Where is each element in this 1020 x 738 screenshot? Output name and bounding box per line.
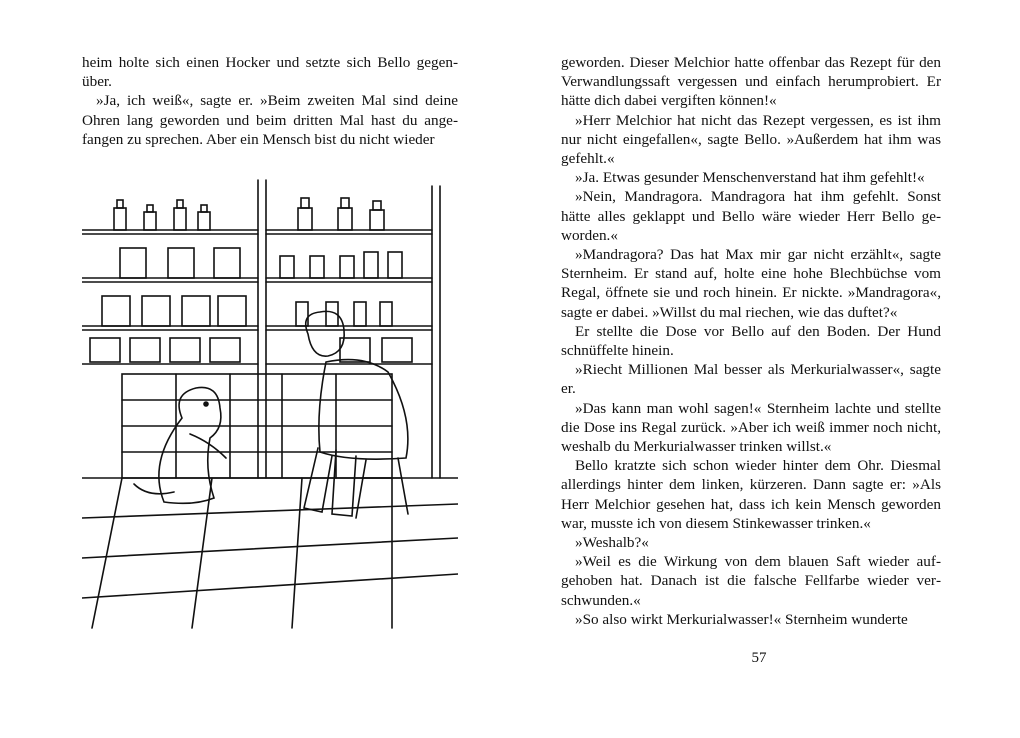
paragraph: heim holte sich einen Hocker und setzte sich Bello gegenüber.	[82, 54, 458, 91]
paragraph: »Herr Melchior hat nicht das Rezept vergessen, es ist ihm nur nicht eingefallen«, sagte Bello. »Außerdem hat ihm was gefehlt.«	[561, 111, 941, 168]
right-page	[510, 0, 1020, 738]
paragraph: »Weshalb?«	[575, 534, 649, 552]
paragraph: »Riecht Millionen Mal besser als Merkurialwasser«, sagte er.	[561, 361, 941, 398]
paragraph: Er stellte die Dose vor Bello auf den Boden. Der Hund schnüffelte hinein.	[561, 322, 941, 360]
paragraph: »So also wirkt Merkurialwasser!« Sternheim wunderte	[575, 610, 908, 628]
paragraph: »Ja, ich weiß«, sagte er. »Beim zweiten Mal sind deine Ohren lang geworden und beim dritten Mal hast du angefangen zu sprechen. Aber ein Mensch bist du nicht wieder	[82, 92, 458, 148]
page-number: 57	[751, 650, 767, 666]
paragraph: »Weil es die Wirkung von dem blauen Saft wieder aufgehoben hat. Danach ist die falsche Fellfarbe wieder verschwunden.«	[561, 553, 941, 609]
paragraph: »Nein, Mandragora. Mandragora hat ihm gefehlt. Sonst hätte alles geklappt und Bello wäre wieder Herr Bello geworden.«	[561, 188, 941, 244]
paragraph: geworden. Dieser Melchior hatte offenbar das Rezept für den Verwandlungssaft vergessen und einfach herumprobiert. Er hätte dich dabei vergiften können!«	[561, 54, 941, 110]
paragraph: »Das kann man wohl sagen!« Sternheim lachte und stellte die Dose ins Regal zurück. »Aber ich weiß immer noch nicht, weshalb du Merkurialwasser trinken willst.«	[561, 399, 941, 456]
paragraph: Bello kratzte sich schon wieder hinter dem Ohr. Diesmal allerdings hinter dem linken, kürzeren. Dann sagte er: »Als Herr Melchior gesehen hat, dass ich kein Mensch geworden war, musste ich von diesem Stinkewasser trinken.«	[561, 457, 941, 532]
left-page-text	[82, 53, 458, 149]
right-page-text	[561, 53, 941, 629]
pharmacy-illustration	[82, 178, 458, 630]
paragraph: »Ja. Etwas gesunder Menschenverstand hat ihm gefehlt!«	[575, 169, 925, 187]
paragraph: »Mandragora? Das hat Max mir gar nicht erzählt«, sagte Sternheim. Er stand auf, holte eine hohe Blechbüchse vom Regal, öffnete sie und roch hinein. Er nickte. »Mandragora«, sagte er dabei. »Willst du mal riechen, wie das duftet?«	[561, 246, 941, 321]
